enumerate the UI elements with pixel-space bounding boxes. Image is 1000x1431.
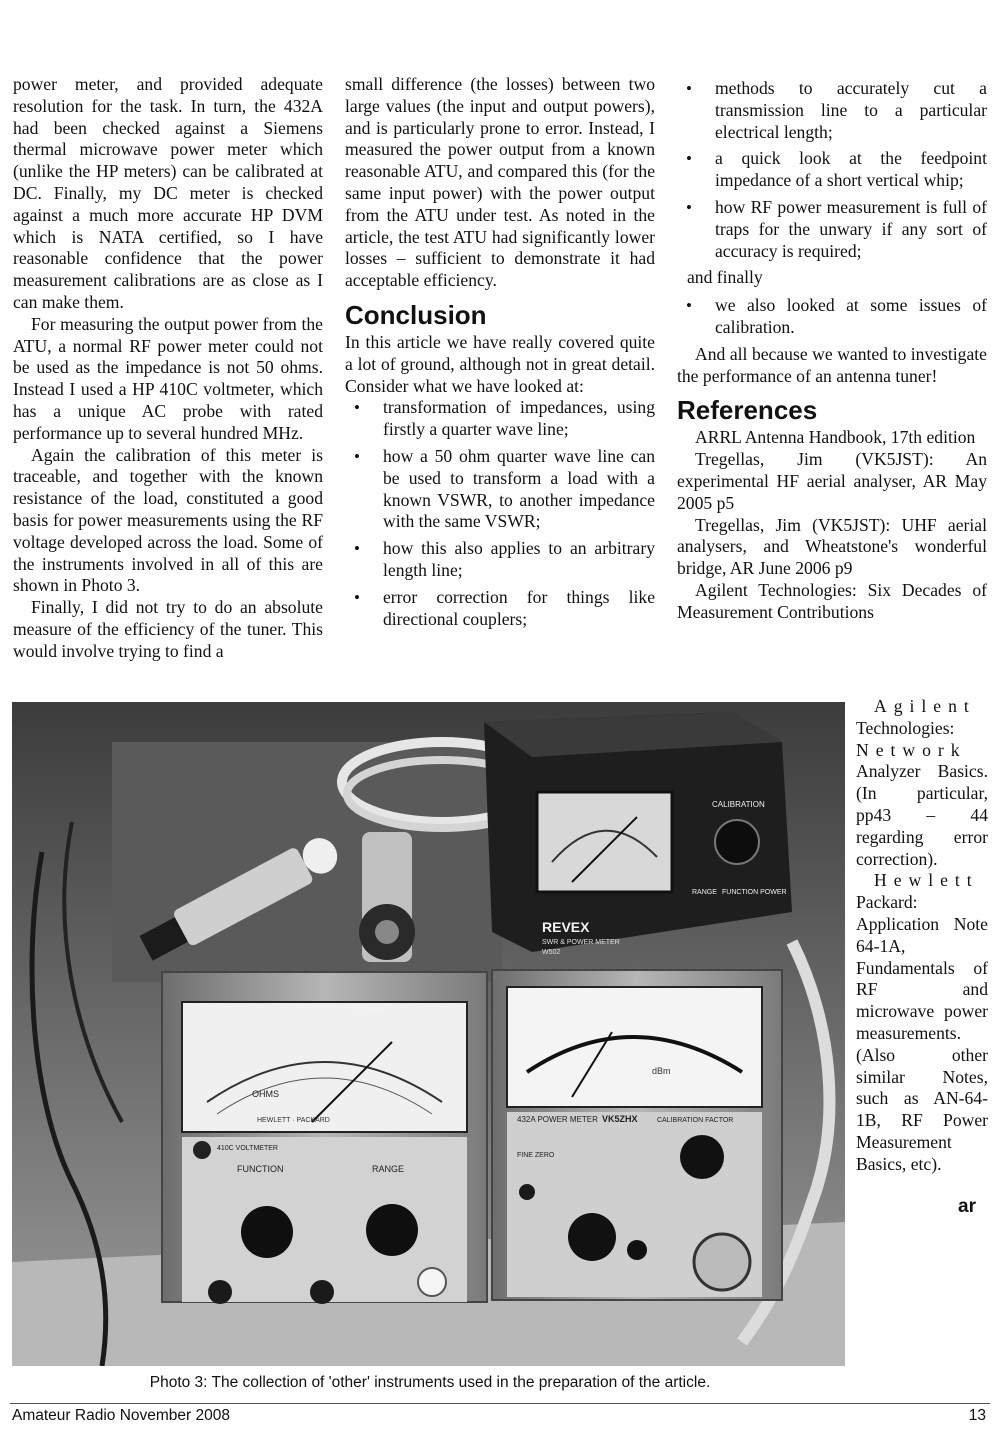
conclusion-list-continued xyxy=(677,78,987,262)
revex-model-label: SWR & POWER METER xyxy=(542,939,620,946)
hp-brand-label: HEWLETT · PACKARD xyxy=(257,1117,330,1124)
list-item: • how this also applies to an arbitrary length line; xyxy=(354,538,655,580)
paragraph: and finally xyxy=(687,267,763,288)
revex-number-label: W502 xyxy=(542,949,561,956)
bullet-icon: • xyxy=(686,197,692,217)
reference-item: Packard: Application Note 64-1A, Fundamentals of RF and microwave power measurements. (Also other similar Notes, such as AN-64-1B, RF Power Measurement Basics, etc). xyxy=(856,892,988,1174)
revex-brand-label: REVEX xyxy=(542,919,590,935)
paragraph: And all because we wanted to investigate the performance of an antenna tuner! xyxy=(677,343,987,386)
paragraph: small difference (the losses) between two large values (the input and output powers), and is particularly prone to error. Instead, I measured the power output from a known reasonable ATU, and compared this (for the same input power) with the power output from the ATU under test. As noted in the article, the test ATU had significantly lower losses – sufficient to demonstrate it had acceptable efficiency. xyxy=(345,74,655,291)
function-label: FUNCTION xyxy=(237,1164,284,1174)
reference-item: Agilent Technologies: Six Decades of Measurement Contributions xyxy=(677,579,987,622)
reference-item: Technologies: xyxy=(856,717,955,738)
list-item: • error correction for things like directional couplers; xyxy=(354,586,655,629)
bullet-icon: • xyxy=(354,587,360,607)
references-continued xyxy=(856,696,988,1176)
references-heading: References xyxy=(677,395,818,426)
paragraph: Finally, I did not try to do an absolute measure of the efficiency of the tuner. This would involve trying to find a xyxy=(13,597,323,661)
footer-divider xyxy=(10,1403,990,1404)
calibration-label: CALIBRATION xyxy=(712,800,765,809)
list-item: • how RF power measurement is full of traps for the unwary if any sort of accuracy is required; xyxy=(686,196,987,261)
text-column-1 xyxy=(13,74,323,663)
final-list xyxy=(677,295,987,339)
bullet-icon: • xyxy=(686,79,692,98)
bullet-icon: • xyxy=(686,296,692,316)
list-item: • we also looked at some issues of calibration. xyxy=(686,295,987,337)
bullet-icon: • xyxy=(686,149,692,169)
conclusion-heading: Conclusion xyxy=(345,299,487,330)
power-label: POWER xyxy=(357,1005,388,1014)
reference-item: Network xyxy=(856,739,967,760)
bullet-icon: • xyxy=(354,446,360,466)
dbm-scale-label: dBm xyxy=(652,1066,671,1076)
reference-item: Analyzer Basics. (In particular, pp43 – 44 regarding error correction). xyxy=(856,761,988,869)
paragraph: power meter, and provided adequate resolution for the task. In turn, the 432A had been checked against a Siemens thermal microwave power meter which (unlike the HP meters) can be calibrated at DC. Finally, my DC meter is checked against a much more accurate HP DVM which is NATA certified, so I have reasonable confidence that the power measurement calibrations are as close as I can make them. xyxy=(13,74,323,312)
reference-item: ARRL Antenna Handbook, 17th edition xyxy=(695,427,976,448)
paragraph: In this article we have really covered quite a lot of ground, although not in great detail. Consider what we have looked at: xyxy=(345,331,655,396)
voltmeter-model-label: 410C VOLTMETER xyxy=(217,1145,278,1152)
power-meter-model-label: 432A POWER METER xyxy=(517,1115,598,1124)
paragraph: For measuring the output power from the ATU, a normal RF power meter could not be used as the impedance is not 50 ohms. Instead I used a HP 410C voltmeter, which has a unique AC probe with rated performance up to several hundred MHz. xyxy=(13,313,323,443)
photo-illustration xyxy=(12,702,845,1366)
instruments-photo xyxy=(12,702,845,1366)
reference-item: Tregellas, Jim (VK5JST): UHF aerial analysers, and Wheatstone's wonderful bridge, AR June 2006 p9 xyxy=(677,514,987,579)
text-column-3 xyxy=(677,74,987,624)
list-item: • how a 50 ohm quarter wave line can be used to transform a load with a known VSWR, to another impedance with the same VSWR; xyxy=(354,445,655,532)
publication-footer: Amateur Radio November 2008 xyxy=(12,1407,230,1424)
reference-item: Agilent xyxy=(874,696,976,716)
bullet-icon: • xyxy=(354,398,360,418)
photo-caption: Photo 3: The collection of 'other' instruments used in the preparation of the article. xyxy=(149,1374,711,1391)
paragraph: Again the calibration of this meter is traceable, and together with the known resistance of the load, constituted a good basis for power measurements using the RF voltage developed across the load. Some of the instruments involved in all of this are shown in Photo 3. xyxy=(13,444,323,596)
reference-item: Hewlett xyxy=(874,870,979,891)
list-item: • transformation of impedances, using firstly a quarter wave line; xyxy=(354,397,655,440)
page-number: 13 xyxy=(968,1407,986,1424)
callsign-label: VK5ZHX xyxy=(602,1114,638,1124)
end-mark: ar xyxy=(958,1196,976,1217)
list-item: • a quick look at the feedpoint impedance of a short vertical whip; xyxy=(686,148,987,191)
text-column-2 xyxy=(345,74,655,635)
fine-zero-label: FINE ZERO xyxy=(517,1152,555,1159)
bullet-icon: • xyxy=(354,539,360,559)
range-label: RANGE xyxy=(692,889,717,896)
ohms-scale-label: OHMS xyxy=(252,1089,279,1099)
list-item: • methods to accurately cut a transmission line to a particular electrical length; xyxy=(686,78,987,142)
calibration-factor-label: CALIBRATION FACTOR xyxy=(657,1117,734,1124)
conclusion-list xyxy=(345,397,655,630)
reference-item: Tregellas, Jim (VK5JST): An experimental HF aerial analyser, AR May 2005 p5 xyxy=(677,449,987,513)
range-switch-label: RANGE xyxy=(372,1164,405,1174)
function-power-label: FUNCTION POWER xyxy=(722,889,787,896)
